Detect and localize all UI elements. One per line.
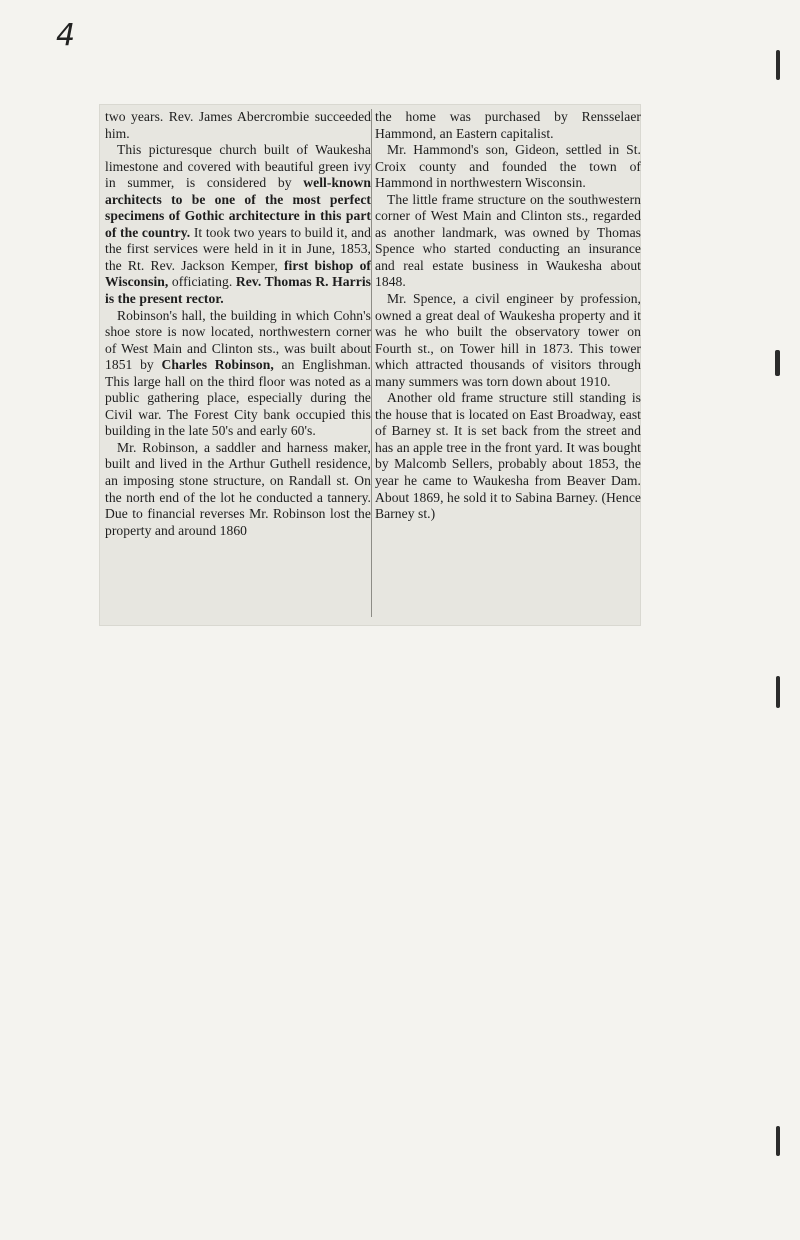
scan-edge-mark bbox=[776, 1126, 780, 1156]
bold-text-segment: first bishop of Wisconsin, bbox=[105, 257, 371, 290]
article-column-right bbox=[375, 109, 641, 523]
page-number: 4 bbox=[56, 18, 76, 53]
text-segment: an Englishman. This large hall on the third floor was noted as a public gathering place, especially during the Civil war. The Forest City bank occupied this building in the late 50's and early 60's. bbox=[105, 357, 371, 439]
text-segment: It took two years to build it, and the first services were held in it in June, 1853, the Rt. Rev. Jackson Kemper, bbox=[105, 224, 372, 273]
scan-edge-mark bbox=[776, 50, 780, 80]
article-paragraph bbox=[375, 142, 641, 192]
text-segment: the home was purchased by Rensselaer Hammond, an Eastern capitalist. bbox=[375, 109, 641, 141]
bold-text-segment: well-known architects to be one of the most perfect specimens of Gothic architecture in this part of the country. bbox=[105, 175, 371, 240]
article-paragraph bbox=[375, 192, 641, 291]
bold-text-segment: Charles Robinson, bbox=[161, 357, 274, 373]
text-segment: This picturesque church built of Waukesha limestone and covered with beautiful green ivy in summer, is considered by bbox=[105, 142, 371, 191]
text-segment: Mr. Hammond's son, Gideon, settled in St. Croix county and founded the town of Hammond in northwestern Wisconsin. bbox=[375, 142, 641, 191]
article-paragraph bbox=[375, 109, 641, 142]
article-paragraph bbox=[105, 440, 371, 539]
bold-text-segment: Rev. Thomas R. Harris is the present rector. bbox=[105, 274, 371, 307]
newspaper-clipping bbox=[100, 105, 640, 625]
text-segment: two years. Rev. James Abercrombie succeeded him. bbox=[105, 109, 371, 141]
text-segment: Another old frame structure still standing is the house that is located on East Broadway, east of Barney st. It is set back from the street and has an apple tree in the front yard. It was bought by Malcomb Sellers, probably about 1853, the year he came to Waukesha from Beaver Dam. About 1869, he sold it to Sabina Barney. (Hence Barney st.) bbox=[375, 390, 641, 522]
article-paragraph bbox=[105, 142, 371, 307]
article-paragraph bbox=[375, 390, 641, 522]
text-segment: Mr. Robinson, a saddler and harness maker, built and lived in the Arthur Guthell residence, an imposing stone structure, on Randall st. On the north end of the lot he conducted a tannery. Due to financial reverses Mr. Robinson lost the property and around 1860 bbox=[105, 439, 371, 538]
text-segment: The little frame structure on the southwestern corner of West Main and Clinton sts., regarded as another landmark, was owned by Thomas Spence who started conducting an insurance and real estate business in Waukesha about 1848. bbox=[375, 191, 641, 290]
article-paragraph bbox=[375, 291, 641, 390]
text-segment: officiating. bbox=[168, 274, 236, 290]
scan-edge-mark bbox=[775, 350, 780, 376]
scan-edge-mark bbox=[776, 676, 780, 708]
text-segment: Mr. Spence, a civil engineer by profession, owned a great deal of Waukesha property and it was he who built the observatory tower on Fourth st., on Tower hill in 1873. This tower which attracted thousands of visitors through many summers was torn down about 1910. bbox=[375, 291, 641, 389]
text-segment: Robinson's hall, the building in which Cohn's shoe store is now located, northwestern corner of West Main and Clinton sts., was built about 1851 by bbox=[105, 307, 371, 373]
column-divider bbox=[371, 109, 372, 617]
article-column-left bbox=[105, 109, 371, 539]
article-paragraph bbox=[105, 308, 371, 440]
article-paragraph bbox=[105, 109, 371, 142]
